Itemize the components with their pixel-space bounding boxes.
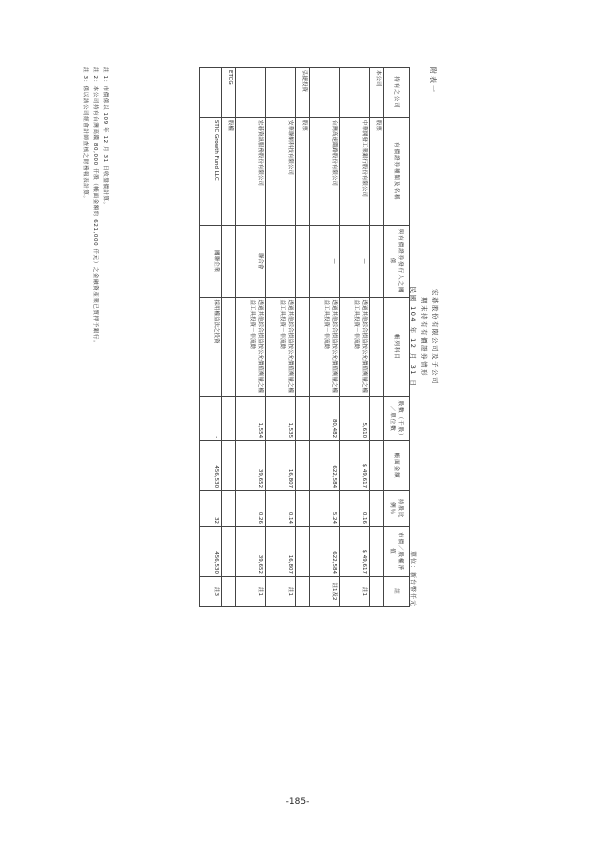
- cell-shares: 80,482: [310, 397, 340, 441]
- cell-holder: 弘捷投資: [296, 68, 310, 118]
- cell-shares: 1,535: [266, 397, 296, 441]
- appendix-label: 附表一: [429, 67, 437, 94]
- footnotes: [80, 67, 110, 346]
- footnote: 註 2：本公司持有台灣高鐵 80,000 仟股（帳面金額約 621,000 仟元）之金融資產業已質押予銀行。: [92, 67, 98, 347]
- cell-relation: —: [340, 225, 370, 297]
- cell-shares: [296, 397, 310, 441]
- securities-table: [199, 67, 410, 607]
- cell-security: 安華聯網科技有限公司: [266, 117, 296, 225]
- cell-market: 456,530: [200, 527, 222, 577]
- col-amount: 帳面金額: [384, 441, 410, 491]
- cell-note: [296, 577, 310, 607]
- cell-market: $ 49,617: [340, 527, 370, 577]
- col-ratio: 持股比例％: [384, 491, 410, 527]
- cell-security: 股權: [222, 117, 236, 225]
- cell-relation: 關聯企業: [200, 225, 222, 297]
- cell-security: 中華開發工業銀行股份有限公司: [340, 117, 370, 225]
- cell-shares: -: [200, 397, 222, 441]
- cell-ratio: 0.16: [340, 491, 370, 527]
- cell-market: [296, 527, 310, 577]
- cell-amount: [370, 441, 384, 491]
- footnote: 註 1：市價係以 109 年 12 月 31 日收盤價計算。: [102, 67, 108, 208]
- cell-relation: [370, 225, 384, 297]
- cell-market: 622,584: [310, 527, 340, 577]
- cell-holder: [236, 68, 266, 118]
- cell-shares: 1,554: [236, 397, 266, 441]
- cell-market: 39,652: [236, 527, 266, 577]
- col-holder: 持有之公司: [384, 68, 410, 118]
- cell-account: 透過其他綜合損益按公允價值衡量之權益工具投資－非流動: [266, 297, 296, 397]
- cell-amount: 16,807: [266, 441, 296, 491]
- cell-security: 股票: [296, 117, 310, 225]
- rotated-content: [55, 67, 440, 607]
- cell-note: [222, 577, 236, 607]
- cell-holder: ETCG: [222, 68, 236, 118]
- table-row: [370, 68, 384, 607]
- cell-market: [222, 527, 236, 577]
- table-row: [340, 68, 370, 607]
- cell-shares: 5,610: [340, 397, 370, 441]
- cell-amount: 456,530: [200, 441, 222, 491]
- title-block: [407, 67, 440, 607]
- cell-relation: [296, 225, 310, 297]
- table-header-row: [384, 68, 410, 607]
- cell-amount: $ 49,617: [340, 441, 370, 491]
- cell-security: 台灣高速鐵路股份有限公司: [310, 117, 340, 225]
- cell-note: 註1: [266, 577, 296, 607]
- cell-ratio: 0.14: [266, 491, 296, 527]
- cell-ratio: [296, 491, 310, 527]
- cell-note: 註1: [236, 577, 266, 607]
- cell-account: 透過其他綜合損益按公允價值衡量之權益工具投資－非流動: [340, 297, 370, 397]
- cell-holder: [266, 68, 296, 118]
- col-market: 市價／股權淨值: [384, 527, 410, 577]
- cell-note: 註3: [200, 577, 222, 607]
- cell-amount: [296, 441, 310, 491]
- cell-holder: 本公司: [370, 68, 384, 118]
- col-relation: 與有價證券發行人之關係: [384, 225, 410, 297]
- page-number: -185-: [285, 797, 310, 807]
- cell-security: 宏碁資訊服務股份有限公司: [236, 117, 266, 225]
- report-period: 民國 104 年 12 月 31 日: [409, 286, 417, 388]
- cell-market: 16,807: [266, 527, 296, 577]
- cell-market: [370, 527, 384, 577]
- footnote: 註 3：係以該公司經會計師查核之財務報表計算。: [82, 67, 88, 202]
- cell-relation: —: [310, 225, 340, 297]
- cell-account: 採用權益法之投資: [200, 297, 222, 397]
- table-row: [266, 68, 296, 607]
- cell-amount: [222, 441, 236, 491]
- cell-security: STIC Growth Fund LLC: [200, 117, 222, 225]
- col-account: 帳列科目: [384, 297, 410, 397]
- table-row: [310, 68, 340, 607]
- cell-relation: 聯合會: [236, 225, 266, 297]
- cell-holder: [200, 68, 222, 118]
- cell-note: [370, 577, 384, 607]
- cell-account: 透過其他綜合損益按公允價值衡量之權益工具投資－非流動: [236, 297, 266, 397]
- cell-holder: [310, 68, 340, 118]
- cell-note: 註1: [340, 577, 370, 607]
- cell-shares: [222, 397, 236, 441]
- table-row: [200, 68, 222, 607]
- col-note: 註: [384, 577, 410, 607]
- cell-ratio: [222, 491, 236, 527]
- cell-account: [296, 297, 310, 397]
- cell-ratio: 32: [200, 491, 222, 527]
- cell-ratio: 5.24: [310, 491, 340, 527]
- cell-relation: [266, 225, 296, 297]
- cell-ratio: 0.26: [236, 491, 266, 527]
- cell-account: 透過其他綜合損益按公允價值衡量之權益工具投資－非流動: [310, 297, 340, 397]
- cell-account: [370, 297, 384, 397]
- cell-relation: [222, 225, 236, 297]
- col-security: 有價證券種類及名稱: [384, 117, 410, 225]
- cell-account: [222, 297, 236, 397]
- cell-shares: [370, 397, 384, 441]
- report-title: 期末持有有價證券情形: [420, 297, 428, 377]
- cell-security: 股票: [370, 117, 384, 225]
- cell-amount: 622,584: [310, 441, 340, 491]
- company-name: 宏碁股份有限公司及子公司: [431, 289, 439, 385]
- table-row: [222, 68, 236, 607]
- table-row: [296, 68, 310, 607]
- cell-amount: 39,652: [236, 441, 266, 491]
- col-shares: 股數（千股）／單位數: [384, 397, 410, 441]
- table-row: [236, 68, 266, 607]
- cell-ratio: [370, 491, 384, 527]
- unit-label: 單位：新台幣仟元: [409, 550, 416, 607]
- cell-note: 註1及2: [310, 577, 340, 607]
- cell-holder: [340, 68, 370, 118]
